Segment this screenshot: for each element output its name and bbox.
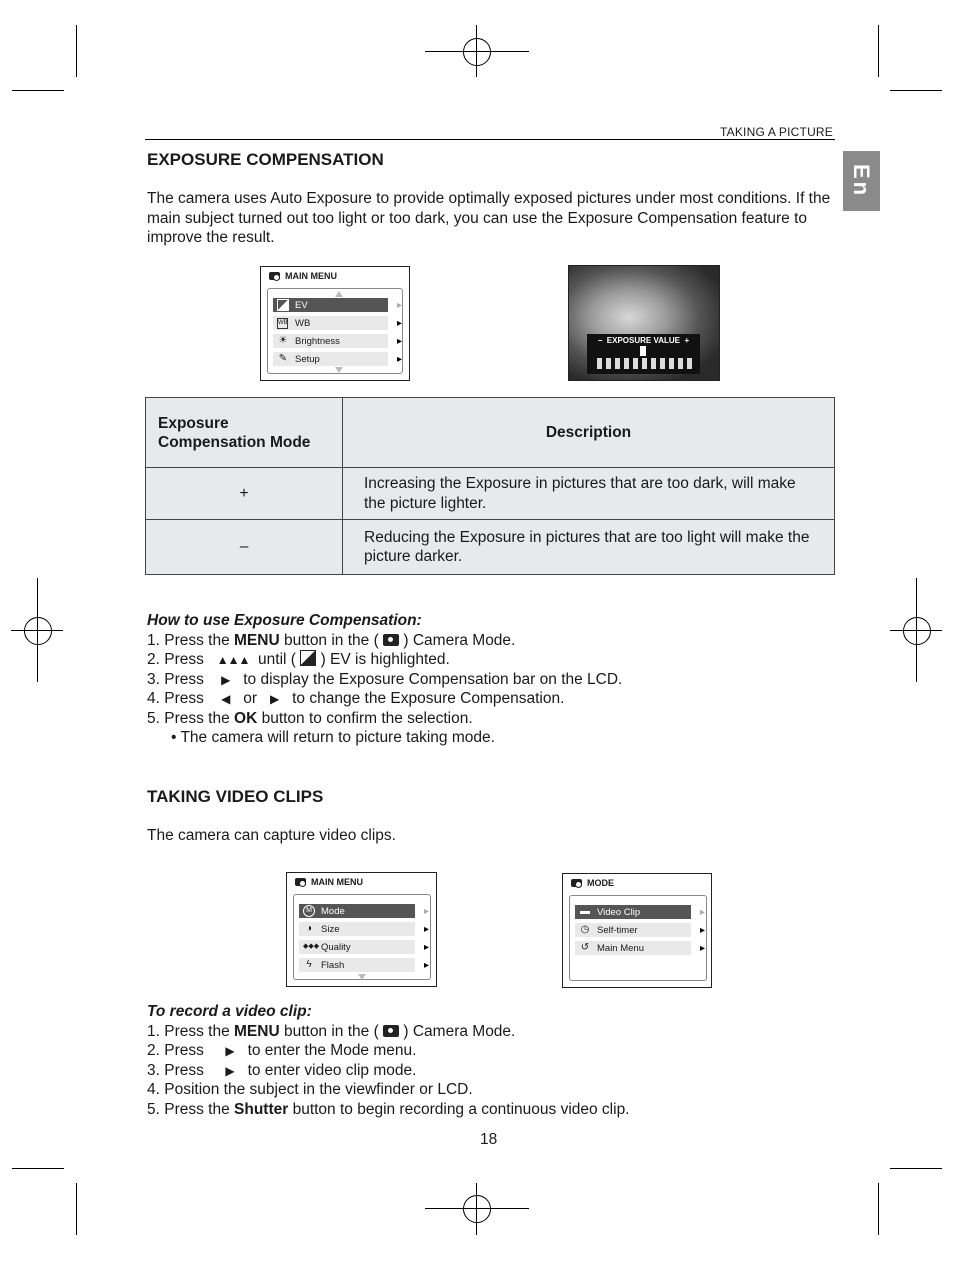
left-arrow-icon: ◀ (221, 692, 231, 706)
table-row: + Increasing the Exposure in pictures that are too dark, will make the picture lighter. (146, 468, 835, 520)
exposure-intro: The camera uses Auto Exposure to provide optimally exposed pictures under most conditions. If the main subject turned out too light or too dark, you can use the Exposure Compensation feature to improve the result. (147, 190, 831, 246)
arrow-right-icon: ▸ (699, 924, 705, 936)
arrow-right-icon: ▸ (699, 906, 705, 918)
arrow-right-icon: ▸ (396, 335, 402, 347)
menu-title: MAIN MENU (295, 877, 363, 887)
right-arrow-icon: ▶ (225, 1064, 235, 1078)
menu-item-video-clip[interactable]: ▬ Video Clip ▸ (575, 905, 691, 919)
menu-item-flash[interactable]: ϟ Flash ▸ (299, 958, 415, 972)
video-title: TAKING VIDEO CLIPS (147, 787, 324, 806)
header-rule (145, 139, 835, 140)
table-header-mode: Exposure Compensation Mode (146, 398, 343, 468)
main-menu-figure (260, 266, 410, 381)
up-arrows-icon: ▲▲▲ (216, 653, 250, 667)
ev-icon (300, 650, 316, 666)
sun-icon: ☀ (278, 335, 288, 346)
camera-icon (383, 1025, 399, 1037)
video-icon: ▬ (580, 906, 590, 917)
running-header: TAKING A PICTURE (720, 125, 833, 139)
camera-icon (295, 878, 306, 886)
page-number: 18 (480, 1131, 498, 1148)
ev-icon (277, 299, 289, 311)
video-main-menu-figure (286, 872, 437, 987)
arrow-right-icon: ▸ (699, 942, 705, 954)
flash-icon: ϟ (306, 959, 312, 970)
arrow-right-icon: ▸ (423, 941, 429, 953)
arrow-right-icon: ▸ (423, 923, 429, 935)
exposure-pointer (640, 346, 646, 356)
menu-item-quality[interactable]: ◆◆◆ Quality ▸ (299, 940, 415, 954)
menu-item-main-menu[interactable]: ↺ Main Menu ▸ (575, 941, 691, 955)
exposure-bar: – EXPOSURE VALUE + (587, 334, 700, 374)
camera-icon (571, 879, 582, 887)
wrench-icon: ✎ (278, 353, 288, 364)
arrow-right-icon: ▸ (396, 353, 402, 365)
howto-heading: How to use Exposure Compensation: (147, 612, 422, 629)
language-tab: En (843, 151, 880, 211)
table-header-description: Description (343, 398, 835, 468)
quality-icon: ◆◆◆ (303, 943, 320, 950)
mode-icon: M (303, 905, 315, 917)
menu-item-mode[interactable]: M Mode ▸ (299, 904, 415, 918)
menu-item-brightness[interactable]: ☀ Brightness ▸ (273, 334, 388, 348)
menu-item-ev[interactable]: EV ▸ (273, 298, 388, 312)
menu-item-wb[interactable]: WB WB ▸ (273, 316, 388, 330)
record-heading: To record a video clip: (147, 1003, 312, 1020)
return-icon: ↺ (580, 942, 590, 953)
wb-icon: WB (277, 318, 288, 329)
camera-icon (269, 272, 280, 280)
menu-item-self-timer[interactable]: ◷ Self-timer ▸ (575, 923, 691, 937)
exposure-scale (597, 358, 692, 369)
video-intro: The camera can capture video clips. (147, 827, 396, 844)
right-arrow-icon: ▶ (269, 692, 280, 706)
right-arrow-icon: ▶ (221, 673, 231, 687)
arrow-right-icon: ▸ (423, 905, 429, 917)
exposure-title: EXPOSURE COMPENSATION (147, 150, 384, 169)
camera-icon (383, 634, 399, 646)
size-icon: ◑ (305, 923, 313, 934)
exposure-table (145, 397, 835, 575)
arrow-right-icon: ▸ (396, 299, 402, 311)
menu-item-size[interactable]: ◑ Size ▸ (299, 922, 415, 936)
lcd-photo (568, 265, 720, 381)
timer-icon: ◷ (580, 924, 590, 935)
menu-title: MODE (571, 878, 614, 888)
arrow-right-icon: ▸ (396, 317, 402, 329)
mode-menu-figure (562, 873, 712, 988)
menu-item-setup[interactable]: ✎ Setup ▸ (273, 352, 388, 366)
menu-title: MAIN MENU (269, 271, 337, 281)
arrow-right-icon: ▸ (423, 959, 429, 971)
right-arrow-icon: ▶ (225, 1044, 235, 1058)
table-row: – Reducing the Exposure in pictures that are too light will make the picture darker. (146, 520, 835, 575)
